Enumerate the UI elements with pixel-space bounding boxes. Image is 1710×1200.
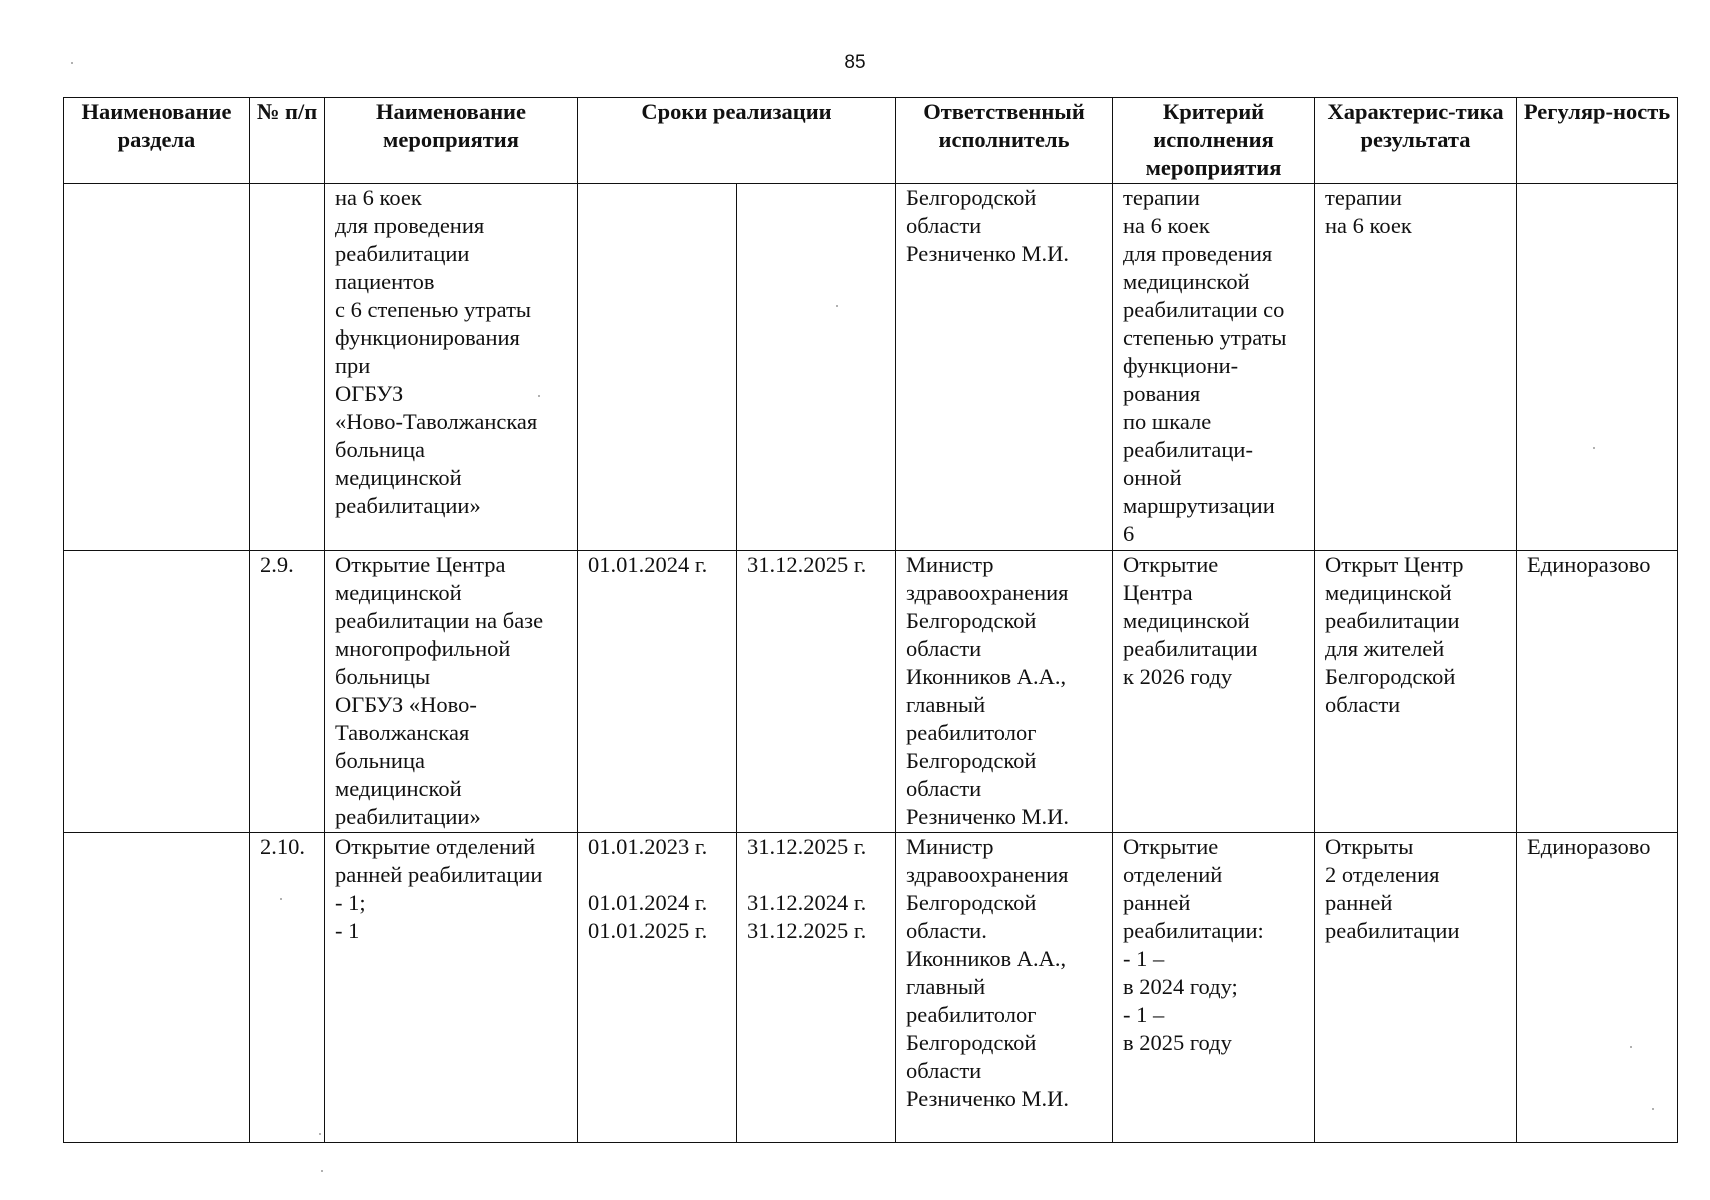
result-cell: Открыты 2 отделения ранней реабилитации — [1315, 833, 1517, 1143]
event-cell: на 6 коек для проведения реабилитации пациентов с 6 степенью утраты функционирования при ОГБУЗ «Ново-Таволжанская больница медицинской реабилитации» — [325, 184, 578, 551]
scan-speck — [280, 898, 282, 900]
table-row — [64, 833, 1678, 1143]
end-date-cell: 31.12.2025 г. 31.12.2024 г. 31.12.2025 г. — [737, 833, 896, 1143]
result-cell: Открыт Центр медицинской реабилитации для жителей Белгородской области — [1315, 551, 1517, 833]
header-section: Наименование раздела — [64, 98, 250, 184]
responsible-cell: Министр здравоохранения Белгородской области. Иконников А.А., главный реабилитолог Белгородской области Резниченко М.И. — [896, 833, 1113, 1143]
event-cell: Открытие Центра медицинской реабилитации на базе многопрофильной больницы ОГБУЗ «Ново- Таволжанская больница медицинской реабилитации» — [325, 551, 578, 833]
scan-speck — [319, 1133, 321, 1135]
result-cell: терапии на 6 коек — [1315, 184, 1517, 551]
scan-speck — [538, 395, 540, 397]
header-result: Характерис-тика результата — [1315, 98, 1517, 184]
scan-speck — [321, 1170, 323, 1172]
start-date-cell — [578, 184, 737, 551]
header-regularity: Регуляр-ность — [1517, 98, 1678, 184]
scan-speck — [836, 305, 838, 307]
page-number: 85 — [844, 52, 866, 73]
regularity-cell — [1517, 184, 1678, 551]
scan-speck — [71, 62, 73, 64]
event-cell: Открытие отделений ранней реабилитации - 1; - 1 — [325, 833, 578, 1143]
end-date-cell — [737, 184, 896, 551]
start-date-cell: 01.01.2023 г. 01.01.2024 г. 01.01.2025 г. — [578, 833, 737, 1143]
start-date-cell: 01.01.2024 г. — [578, 551, 737, 833]
header-num: № п/п — [250, 98, 325, 184]
section-cell — [64, 551, 250, 833]
regularity-cell: Единоразово — [1517, 551, 1678, 833]
num-cell — [250, 184, 325, 551]
num-cell: 2.9. — [250, 551, 325, 833]
section-cell — [64, 833, 250, 1143]
events-table — [63, 97, 1678, 1143]
section-cell — [64, 184, 250, 551]
table-row — [64, 184, 1678, 551]
scan-speck — [1652, 1108, 1654, 1110]
scan-speck — [1630, 1046, 1632, 1048]
num-cell: 2.10. — [250, 833, 325, 1143]
end-date-cell: 31.12.2025 г. — [737, 551, 896, 833]
responsible-cell: Министр здравоохранения Белгородской области Иконников А.А., главный реабилитолог Белгородской области Резниченко М.И. — [896, 551, 1113, 833]
header-terms: Сроки реализации — [578, 98, 896, 184]
table-row — [64, 551, 1678, 833]
criterion-cell: терапии на 6 коек для проведения медицинской реабилитации со степенью утраты функциони- рования по шкале реабилитаци- онной маршрутизации 6 — [1113, 184, 1315, 551]
regularity-cell: Единоразово — [1517, 833, 1678, 1143]
header-criterion: Критерий исполнения мероприятия — [1113, 98, 1315, 184]
criterion-cell: Открытие Центра медицинской реабилитации к 2026 году — [1113, 551, 1315, 833]
criterion-cell: Открытие отделений ранней реабилитации: - 1 – в 2024 году; - 1 – в 2025 году — [1113, 833, 1315, 1143]
header-row — [64, 98, 1678, 184]
responsible-cell: Белгородской области Резниченко М.И. — [896, 184, 1113, 551]
header-responsible: Ответственный исполнитель — [896, 98, 1113, 184]
scan-speck — [1593, 447, 1595, 449]
header-event: Наименование мероприятия — [325, 98, 578, 184]
